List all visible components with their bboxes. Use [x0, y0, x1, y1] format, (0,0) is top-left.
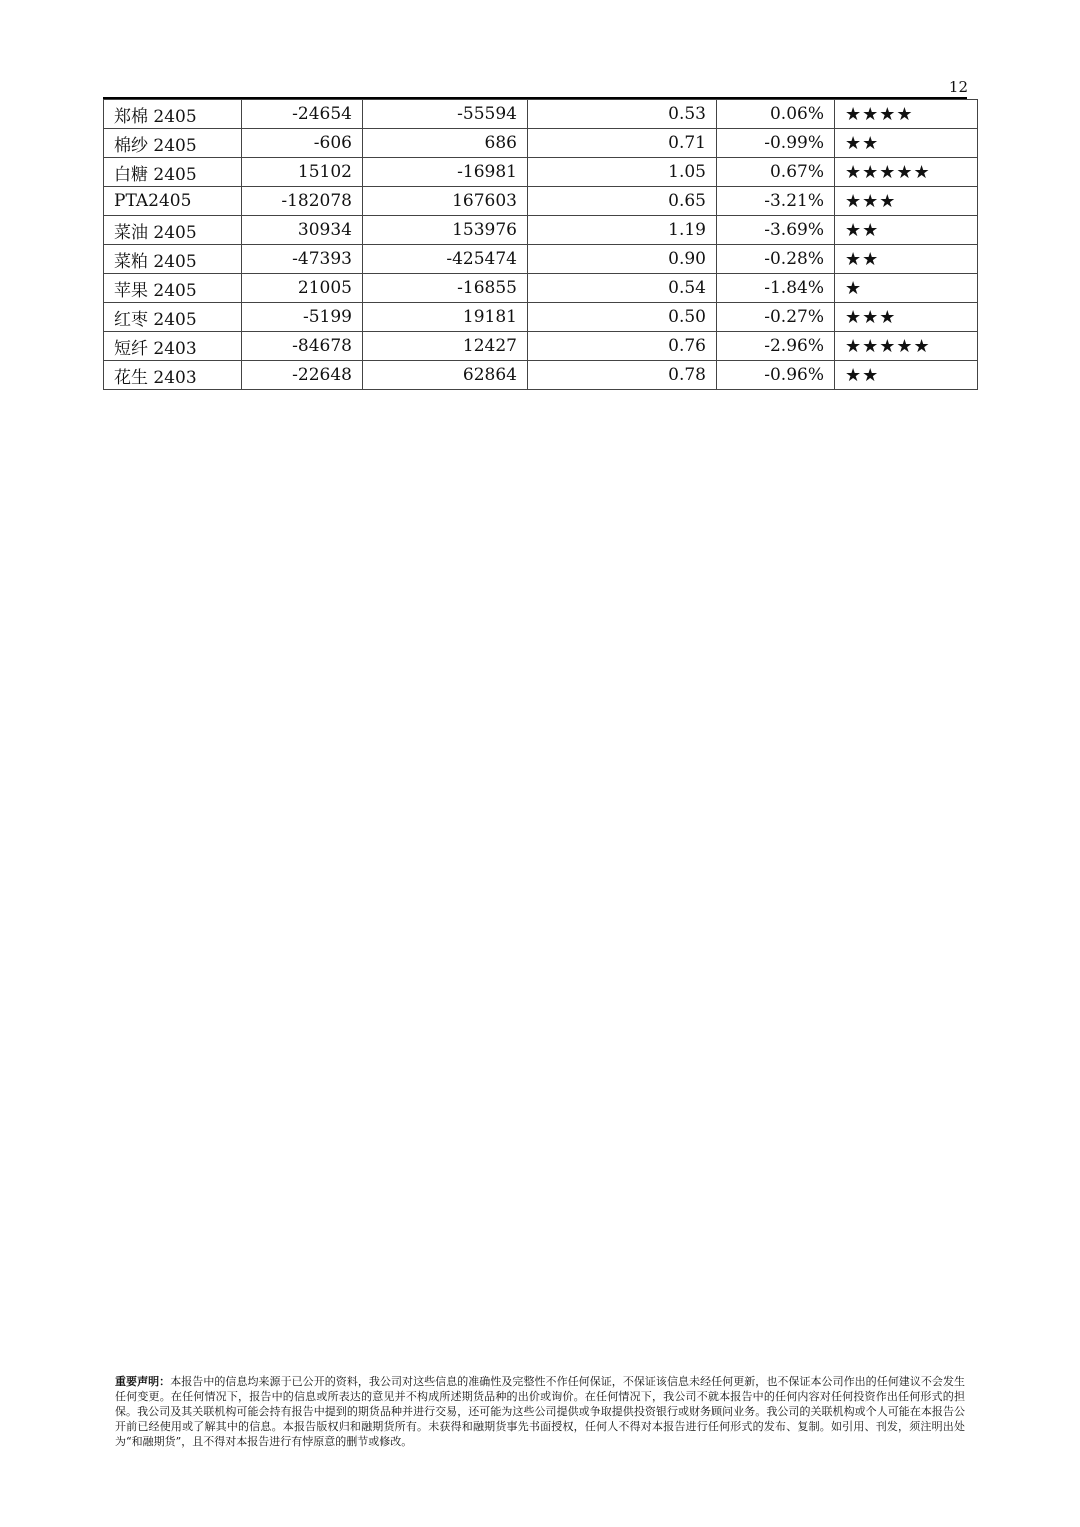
table-row: [104, 100, 978, 129]
cell-rating: ★★★: [835, 303, 978, 332]
cell-col3: 0.50: [528, 303, 717, 332]
cell-rating: ★★: [835, 245, 978, 274]
cell-contract: 红枣 2405: [104, 303, 242, 332]
cell-col3: 0.78: [528, 361, 717, 390]
cell-col2: -16981: [363, 158, 528, 187]
cell-rating: ★★: [835, 129, 978, 158]
cell-col4: -0.27%: [717, 303, 835, 332]
table-row: [104, 332, 978, 361]
cell-col2: 167603: [363, 187, 528, 216]
cell-col1: -24654: [242, 100, 363, 129]
cell-col3: 0.65: [528, 187, 717, 216]
cell-col4: -0.99%: [717, 129, 835, 158]
cell-col3: 0.90: [528, 245, 717, 274]
cell-col3: 1.19: [528, 216, 717, 245]
cell-contract: 菜粕 2405: [104, 245, 242, 274]
cell-col2: 153976: [363, 216, 528, 245]
cell-col4: 0.67%: [717, 158, 835, 187]
cell-contract: 花生 2403: [104, 361, 242, 390]
table-row: [104, 361, 978, 390]
cell-rating: ★: [835, 274, 978, 303]
cell-col4: -3.21%: [717, 187, 835, 216]
cell-contract: 白糖 2405: [104, 158, 242, 187]
disclaimer-text: 本报告中的信息均来源于已公开的资料，我公司对这些信息的准确性及完整性不作任何保证，不保证该信息未经任何更新，也不保证本公司作出的任何建议不会发生任何变更。在任何情况下，报告中的信息或所表达的意见并不构成所述期货品种的出价或询价。在任何情况下，我公司不就本报告中的任何内容对任何投资作出任何形式的担保。我公司及其关联机构可能会持有报告中提到的期货品种并进行交易，还可能为这些公司提供或争取提供投资银行或财务顾问业务。我公司的关联机构或个人可能在本报告公开前已经使用或了解其中的信息。本报告版权归和融期货所有。未获得和融期货事先书面授权，任何人不得对本报告进行任何形式的发布、复制。如引用、刊发，须注明出处为“和融期货”，且不得对本报告进行有悖原意的删节或修改。: [115, 1375, 966, 1448]
page-number: 12: [948, 78, 968, 96]
cell-col1: 30934: [242, 216, 363, 245]
cell-rating: ★★: [835, 216, 978, 245]
cell-contract: 棉纱 2405: [104, 129, 242, 158]
cell-col1: -5199: [242, 303, 363, 332]
disclaimer-label: 重要声明：: [115, 1375, 171, 1388]
cell-col4: -3.69%: [717, 216, 835, 245]
cell-col2: -425474: [363, 245, 528, 274]
cell-col2: 686: [363, 129, 528, 158]
table-row: [104, 216, 978, 245]
table-row: [104, 158, 978, 187]
cell-col3: 0.54: [528, 274, 717, 303]
cell-col4: -2.96%: [717, 332, 835, 361]
cell-contract: PTA2405: [104, 187, 242, 216]
cell-col4: 0.06%: [717, 100, 835, 129]
cell-col2: 19181: [363, 303, 528, 332]
cell-col2: -55594: [363, 100, 528, 129]
cell-col1: -22648: [242, 361, 363, 390]
table-row: [104, 245, 978, 274]
cell-contract: 菜油 2405: [104, 216, 242, 245]
cell-col1: -47393: [242, 245, 363, 274]
cell-rating: ★★★★★: [835, 158, 978, 187]
cell-contract: 郑棉 2405: [104, 100, 242, 129]
cell-col1: -84678: [242, 332, 363, 361]
cell-col2: -16855: [363, 274, 528, 303]
cell-col2: 62864: [363, 361, 528, 390]
cell-col1: 21005: [242, 274, 363, 303]
table-row: [104, 187, 978, 216]
table-row: [104, 129, 978, 158]
cell-contract: 苹果 2405: [104, 274, 242, 303]
cell-contract: 短纤 2403: [104, 332, 242, 361]
disclaimer: [115, 1374, 965, 1449]
cell-rating: ★★★★: [835, 100, 978, 129]
cell-col3: 0.76: [528, 332, 717, 361]
cell-col1: -182078: [242, 187, 363, 216]
positions-table: [103, 99, 978, 390]
cell-rating: ★★★★★: [835, 332, 978, 361]
cell-col1: 15102: [242, 158, 363, 187]
cell-rating: ★★: [835, 361, 978, 390]
cell-col3: 1.05: [528, 158, 717, 187]
cell-col2: 12427: [363, 332, 528, 361]
cell-col4: -1.84%: [717, 274, 835, 303]
cell-col4: -0.96%: [717, 361, 835, 390]
cell-col4: -0.28%: [717, 245, 835, 274]
cell-col1: -606: [242, 129, 363, 158]
cell-col3: 0.71: [528, 129, 717, 158]
table-row: [104, 303, 978, 332]
cell-col3: 0.53: [528, 100, 717, 129]
cell-rating: ★★★: [835, 187, 978, 216]
table-body: [104, 100, 978, 390]
table-row: [104, 274, 978, 303]
